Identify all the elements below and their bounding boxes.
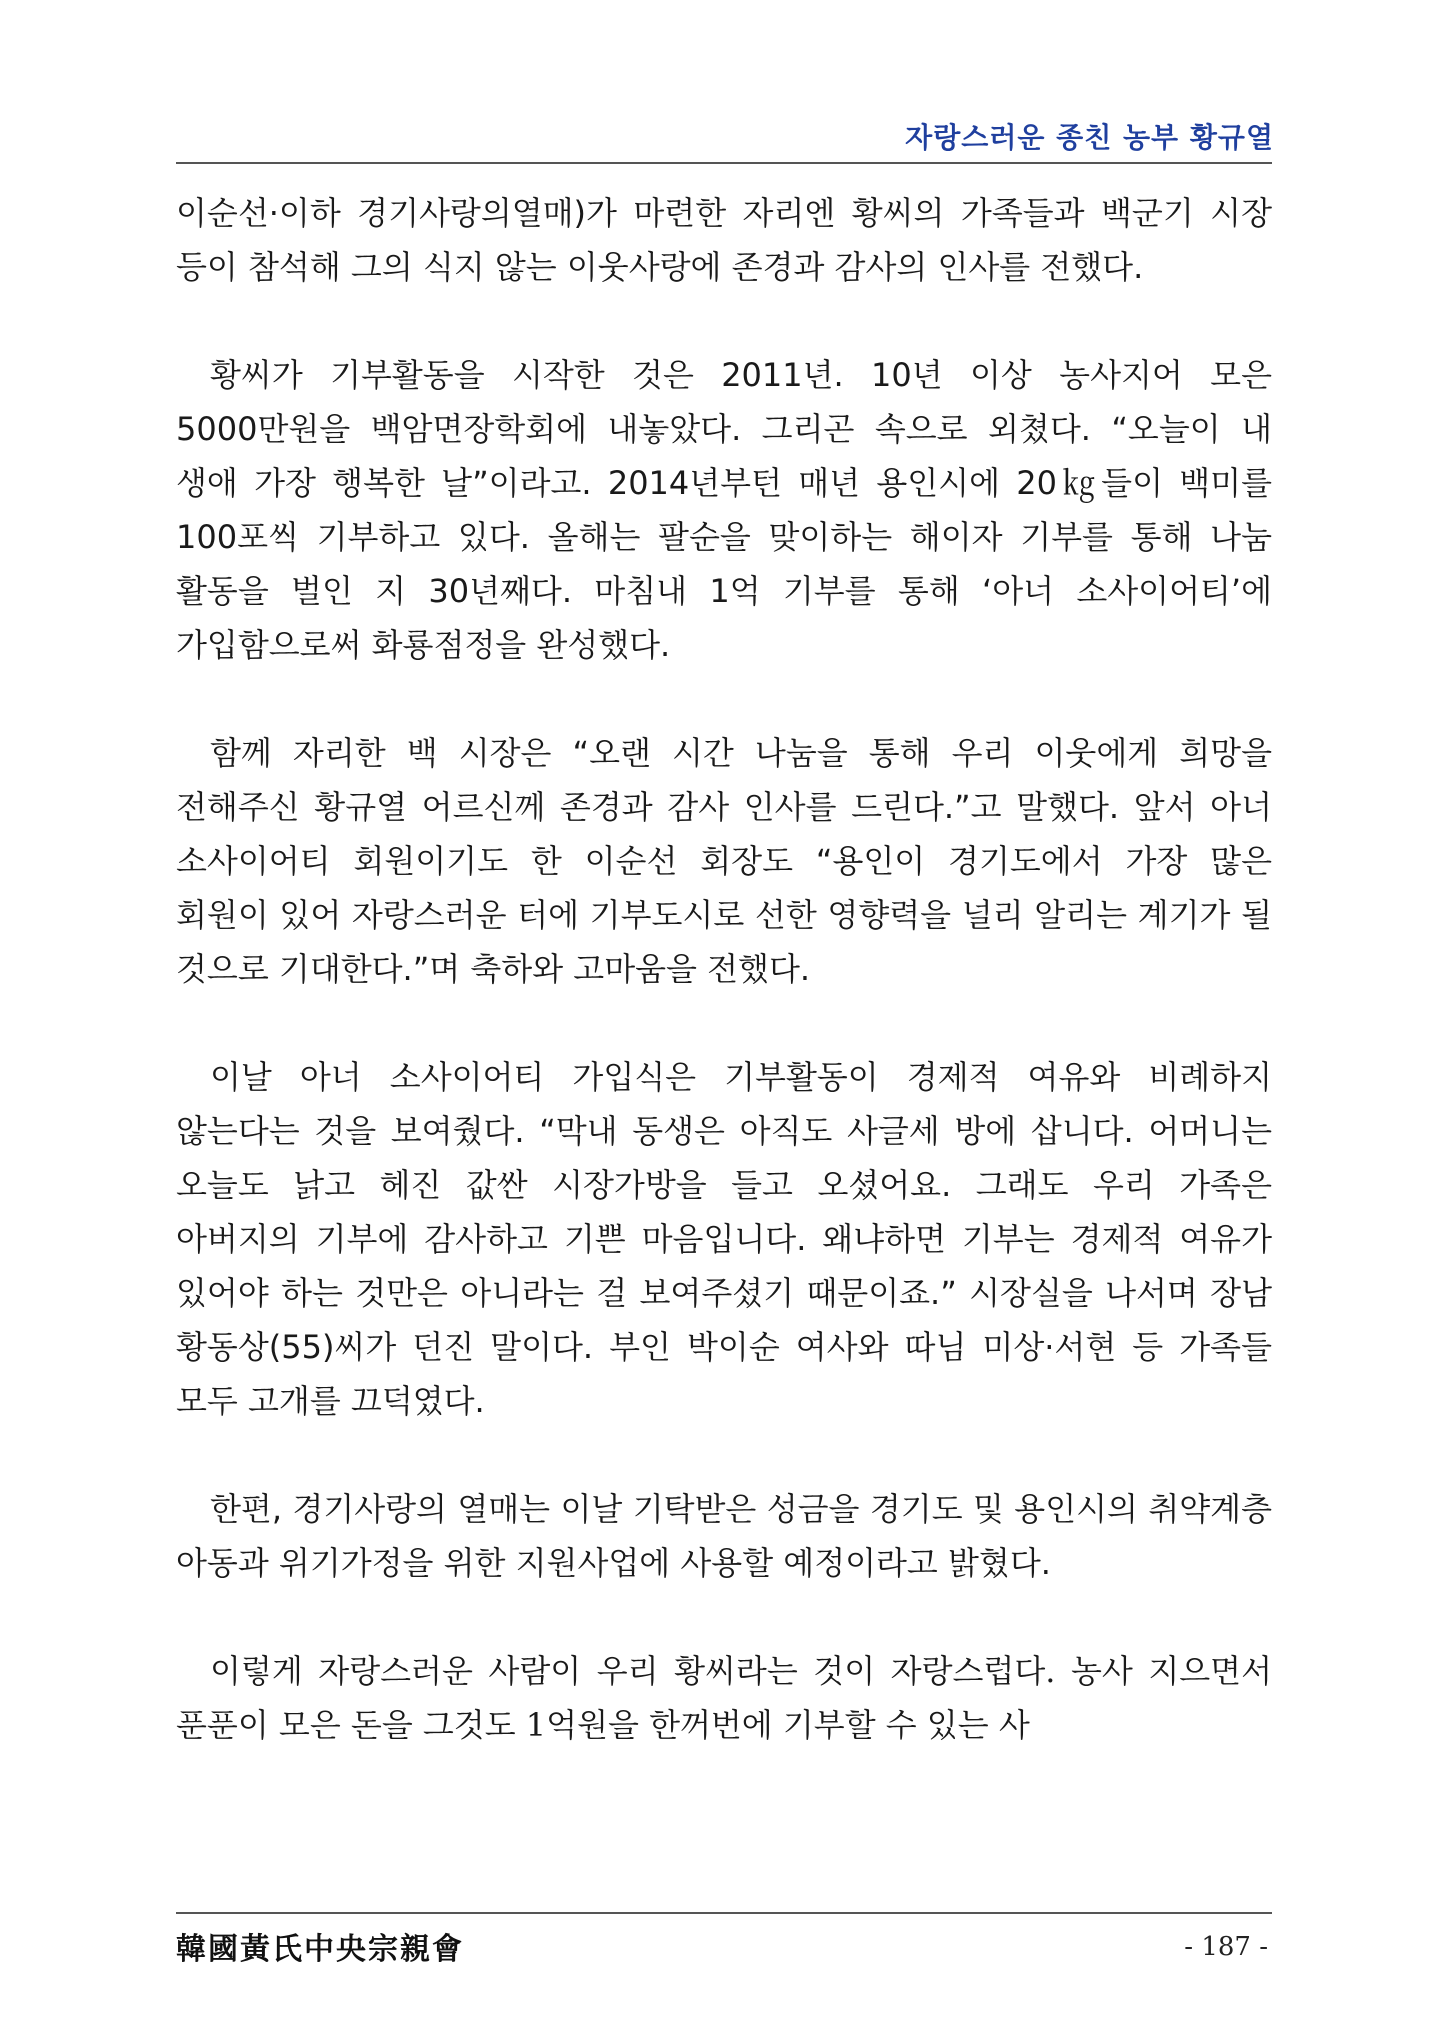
paragraph: 황씨가 기부활동을 시작한 것은 2011년. 10년 이상 농사지어 모은 5000만원을 백암면장학회에 내놓았다. 그리곤 속으로 외쳤다. “오늘이 내 생애 가장 행복한 날”이라고. 2014년부턴 매년 용인시에 20㎏들이 백미를 100포씩 기부하고 있다. 올해는 팔순을 맞이하는 해이자 기부를 통해 나눔 활동을 벌인 지 30년째다. 마침내 1억 기부를 통해 ‘아너 소사이어티’에 가입함으로써 화룡점정을 완성했다. bbox=[176, 356, 1272, 664]
paragraph: 함께 자리한 백 시장은 “오랜 시간 나눔을 통해 우리 이웃에게 희망을 전해주신 황규열 어르신께 존경과 감사 인사를 드린다.”고 말했다. 앞서 아너 소사이어티 회원이기도 한 이순선 회장도 “용인이 경기도에서 가장 많은 회원이 있어 자랑스러운 터에 기부도시로 선한 영향력을 널리 알리는 계기가 될 것으로 기대한다.”며 축하와 고마움을 전했다. bbox=[176, 734, 1272, 988]
page-number: - 187 - bbox=[1184, 1932, 1268, 1962]
article-body bbox=[176, 186, 1272, 1806]
running-header: 자랑스러운 종친 농부 황규열 bbox=[905, 121, 1274, 154]
paragraph: 이날 아너 소사이어티 가입식은 기부활동이 경제적 여유와 비례하지 않는다는 것을 보여줬다. “막내 동생은 아직도 사글세 방에 삽니다. 어머니는 오늘도 낡고 헤진 값싼 시장가방을 들고 오셨어요. 그래도 우리 가족은 아버지의 기부에 감사하고 기쁜 마음입니다. 왜냐하면 기부는 경제적 여유가 있어야 하는 것만은 아니라는 걸 보여주셨기 때문이죠.” 시장실을 나서며 장남 황동상(55)씨가 던진 말이다. 부인 박이순 여사와 따님 미상·서현 등 가족들 모두 고개를 끄덕였다. bbox=[176, 1058, 1272, 1420]
header-divider bbox=[176, 162, 1272, 164]
paragraph: 이렇게 자랑스러운 사람이 우리 황씨라는 것이 자랑스럽다. 농사 지으면서 푼푼이 모은 돈을 그것도 1억원을 한꺼번에 기부할 수 있는 사 bbox=[176, 1652, 1272, 1744]
paragraph: 한편, 경기사랑의 열매는 이날 기탁받은 성금을 경기도 및 용인시의 취약계층 아동과 위기가정을 위한 지원사업에 사용할 예정이라고 밝혔다. bbox=[176, 1490, 1272, 1582]
paragraph: 이순선·이하 경기사랑의열매)가 마련한 자리엔 황씨의 가족들과 백군기 시장 등이 참석해 그의 식지 않는 이웃사랑에 존경과 감사의 인사를 전했다. bbox=[176, 194, 1272, 286]
footer-divider bbox=[176, 1912, 1272, 1914]
footer-organization: 韓國黃氏中央宗親會 bbox=[176, 1932, 464, 1967]
